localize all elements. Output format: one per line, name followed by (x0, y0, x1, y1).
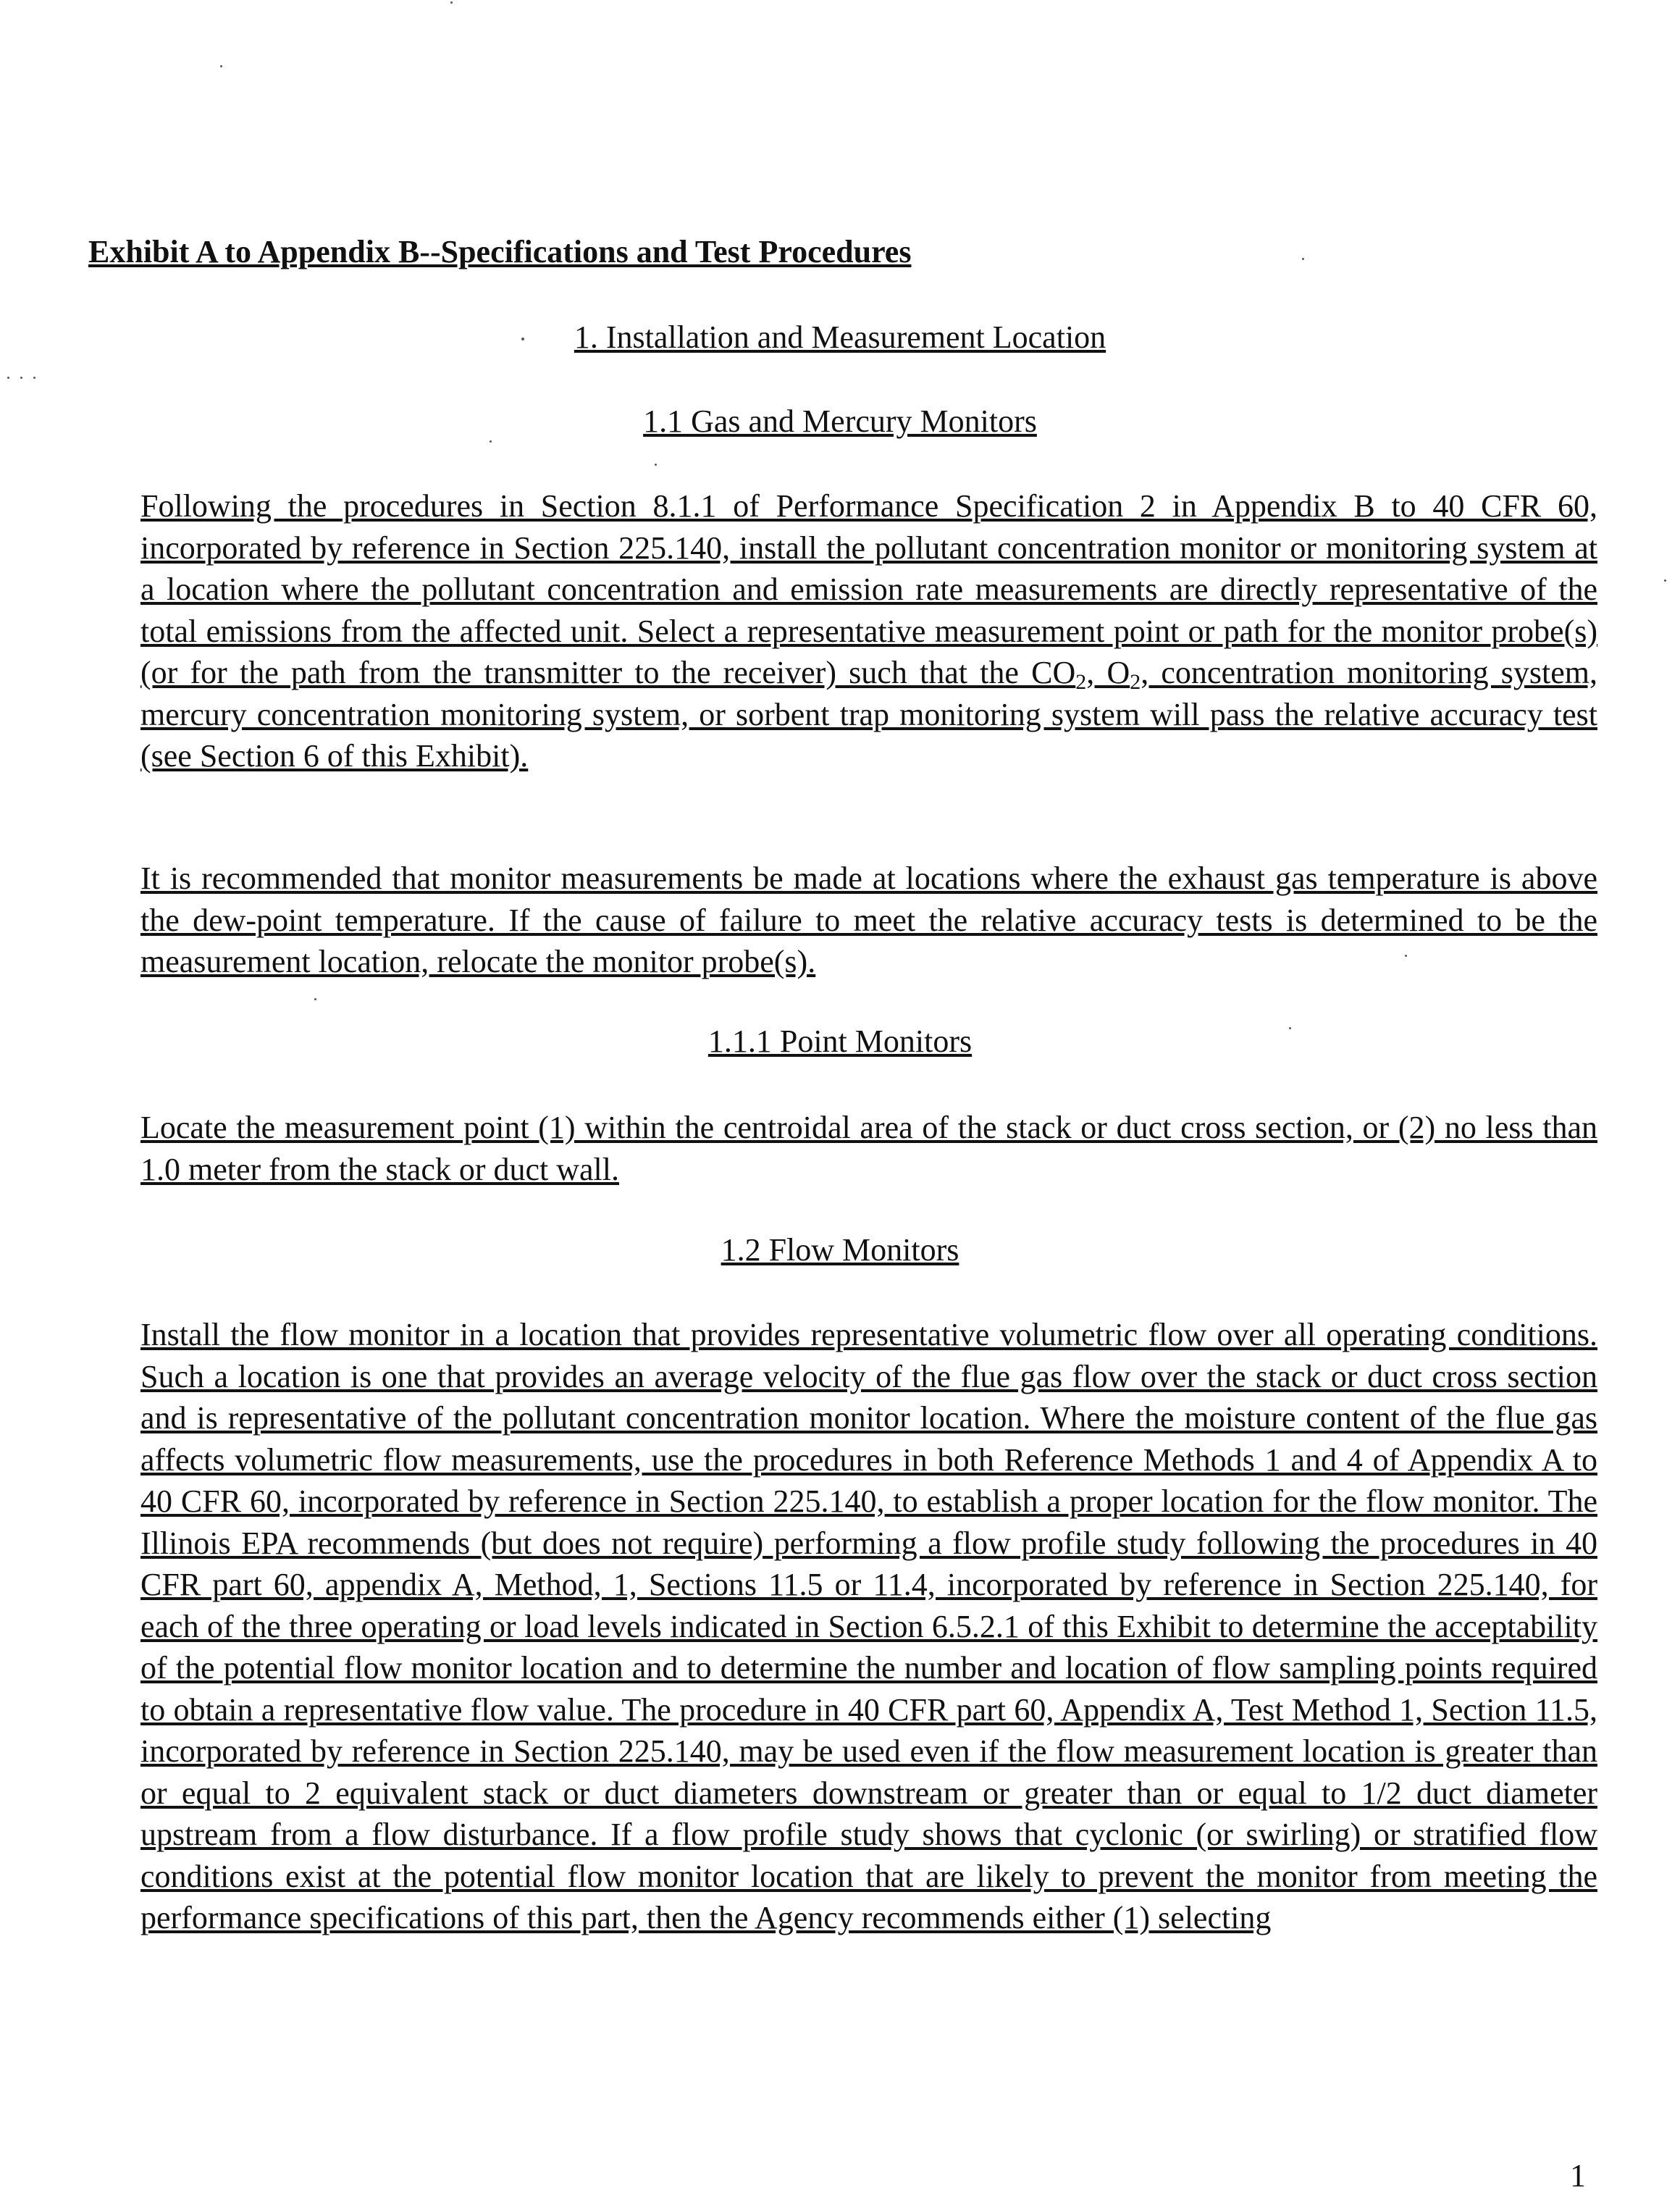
flow-monitors-paragraph: Install the flow monitor in a location that provides representative volumetric flow over all operating conditions. Such a location is one that provides an average velocity of the flue gas flow over the stack or duct cross section and is representative of the pollutant concentration monitor location. Where the moisture content of the flue gas affects volumetric flow measurements, use the procedures in both Reference Methods 1 and 4 of Appendix A to 40 CFR 60, incorporated by reference in Section 225.140, to establish a proper location for the flow monitor. The Illinois EPA recommends (but does not require) performing a flow profile study following the procedures in 40 CFR part 60, appendix A, Method, 1, Sections 11.5 or 11.4, incorporated by reference in Section 225.140, for each of the three operating or load levels indicated in Section 6.5.2.1 of this Exhibit to determine the acceptability of the potential flow monitor location and to determine the number and location of flow sampling points required to obtain a representative flow value. The procedure in 40 CFR part 60, Appendix A, Test Method 1, Section 11.5, incorporated by reference in Section 225.140, may be used even if the flow measurement location is greater than or equal to 2 equivalent stack or duct diameters downstream or greater than or equal to 1/2 duct diameter upstream from a flow disturbance. If a flow profile study shows that cyclonic (or swirling) or stratified flow conditions exist at the potential flow monitor location that are likely to prevent the monitor from meeting the performance specifications of this part, then the Agency recommends either (1) selecting (140, 1317, 1597, 1935)
scan-speck (1405, 955, 1407, 957)
section-1-title: 1. Installation and Measurement Location (574, 319, 1106, 355)
recommendation-paragraph: It is recommended that monitor measurements be made at locations where the exhaust gas temperature is above the dew-point temperature. If the cause of failure to meet the relative accuracy tests is determined to be the measurement location, relocate the monitor probe(s). (140, 861, 1597, 979)
subscript: 2 (1075, 670, 1087, 694)
scan-speck (521, 338, 524, 340)
paragraph-text-part: , O (1086, 655, 1130, 690)
point-monitors-paragraph: Locate the measurement point (1) within the centroidal area of the stack or duct cross section, or (2) no less than 1.0 meter from the stack or duct wall. (140, 1110, 1597, 1187)
scan-speck (314, 998, 316, 1000)
scan-speck (7, 377, 9, 379)
scan-speck (450, 1, 453, 4)
scan-speck (220, 65, 222, 67)
section-1-2-title: 1.2 Flow Monitors (721, 1232, 959, 1268)
scan-speck (1302, 258, 1304, 260)
section-1-1-title: 1.1 Gas and Mercury Monitors (643, 403, 1037, 439)
scan-speck (490, 440, 492, 443)
scan-speck (1289, 1027, 1291, 1029)
subscript: 2 (1130, 670, 1141, 694)
page-number: 1 (1570, 2158, 1586, 2193)
scan-speck (33, 377, 35, 379)
scan-speck (655, 464, 657, 466)
paragraph-text-part: Following the procedures in Section 8.1.1 of Performance Specification 2 in Appendix B to 40 CFR 60, incorporated by reference in Section 225.140, install the pollutant concentration monitor or monitoring system at a location where the pollutant concentration and emission rate measurements are directly representative of the total emissions from the affected unit. Select a representative measurement point or path for the monitor probe(s) (or for the path from the transmitter to the receiver) such that the CO (140, 488, 1597, 690)
exhibit-heading: Exhibit A to Appendix B--Specifications and Test Procedures (88, 234, 912, 269)
scan-speck (20, 377, 22, 379)
scan-speck (1664, 579, 1666, 582)
paragraph-text-part: , concentration monitoring system, mercury concentration monitoring system, or sorbent trap monitoring system will pass the relative accuracy test (see Section 6 of this Exhibit). (140, 655, 1598, 774)
section-1-1-1-title: 1.1.1 Point Monitors (707, 1023, 973, 1059)
gas-mercury-monitors-paragraph (140, 485, 1597, 777)
